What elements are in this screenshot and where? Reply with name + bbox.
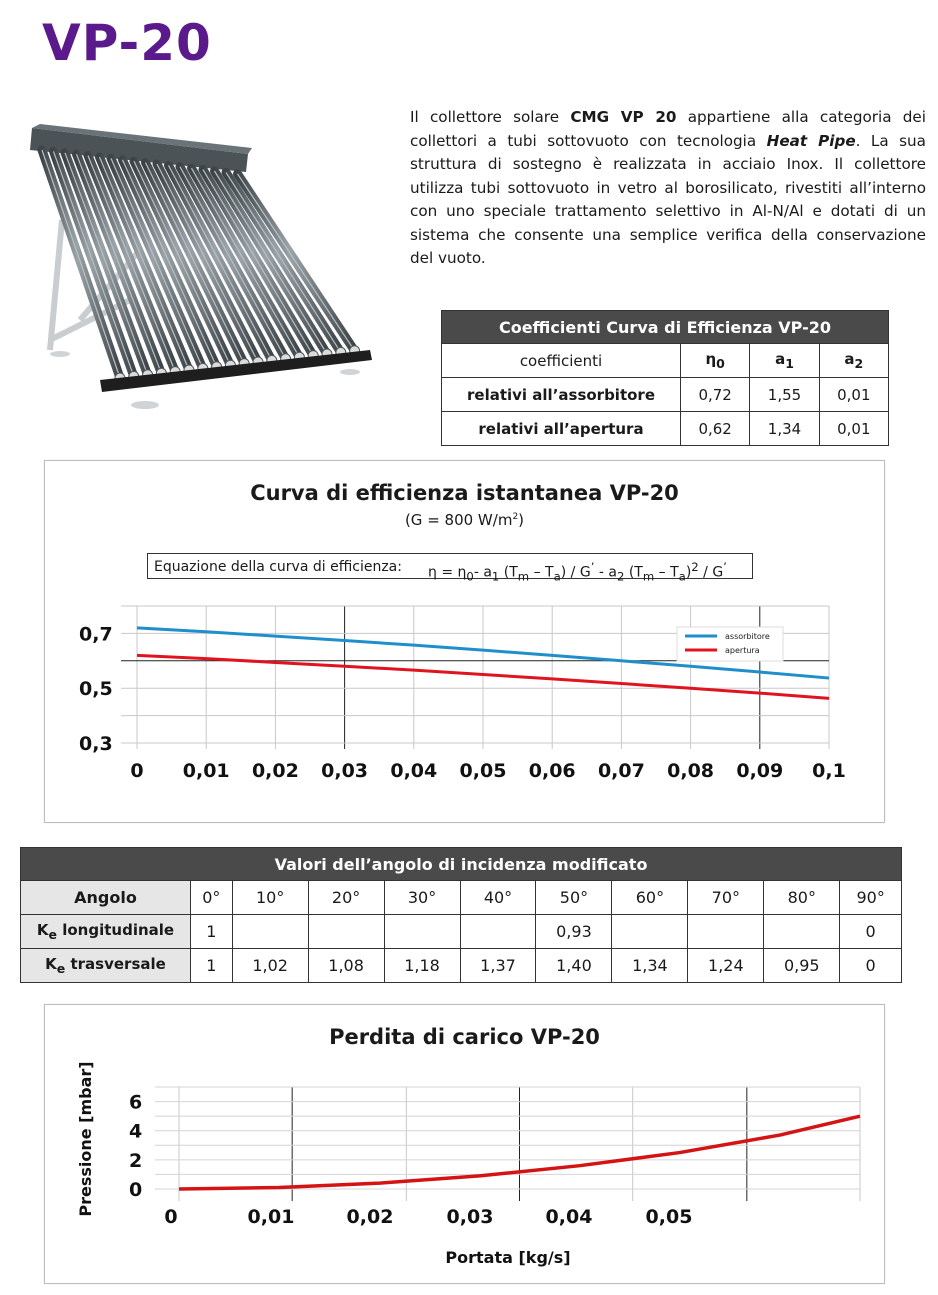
longitudinal-cell bbox=[612, 915, 688, 949]
longitudinal-cell bbox=[384, 915, 460, 949]
table-row bbox=[21, 949, 902, 983]
pressure-chart-panel bbox=[44, 1004, 885, 1284]
y-tick-label: 0,5 bbox=[79, 678, 113, 701]
x-tick-label: 0 bbox=[164, 1206, 178, 1228]
transversal-cell: 0,95 bbox=[764, 949, 840, 983]
angles-cell: 0° bbox=[191, 881, 233, 915]
pressure-chart bbox=[45, 1005, 884, 1283]
angles-cell: 80° bbox=[764, 881, 840, 915]
efficiency-chart-title: Curva di efficienza istantanea VP-20 bbox=[250, 481, 679, 505]
y-tick-label: 6 bbox=[129, 1091, 143, 1114]
angles-cell: 20° bbox=[308, 881, 384, 915]
efficiency-chart-subtitle: (G = 800 $W/m^2$) bbox=[404, 511, 525, 529]
chart-legend bbox=[677, 627, 783, 661]
angle-table-title: Valori dell’angolo di incidenza modificato bbox=[21, 848, 902, 881]
x-tick-label: 0,02 bbox=[251, 760, 299, 782]
coefficients-table-title: Coefficienti Curva di Efficienza VP-20 bbox=[442, 311, 889, 344]
x-tick-label: 0,03 bbox=[321, 760, 369, 782]
table-row bbox=[21, 915, 902, 949]
longitudinal-cell: 1 bbox=[191, 915, 233, 949]
transversal-cell: 1,08 bbox=[308, 949, 384, 983]
x-tick-label: 0,02 bbox=[346, 1206, 394, 1228]
cell-a2: 0,01 bbox=[819, 412, 888, 446]
angle-header-label: Angolo bbox=[21, 881, 191, 915]
equation-label: Equazione della curva di efficienza: bbox=[154, 559, 402, 575]
y-tick-label: 0 bbox=[129, 1179, 143, 1201]
pressure-chart-title: Perdita di carico VP-20 bbox=[329, 1025, 600, 1049]
transversal-cell: 1,40 bbox=[536, 949, 612, 983]
x-tick-label: 0,04 bbox=[390, 760, 438, 782]
x-tick-label: 0,1 bbox=[812, 760, 846, 782]
x-tick-label: 0,08 bbox=[667, 760, 715, 782]
table-row bbox=[442, 378, 889, 412]
x-tick-label: 0,05 bbox=[645, 1206, 693, 1228]
x-tick-label: 0,03 bbox=[446, 1206, 494, 1228]
angles-cell: 50° bbox=[536, 881, 612, 915]
legend-label: apertura bbox=[725, 646, 760, 655]
transversal-cell: 1 bbox=[191, 949, 233, 983]
x-tick-label: 0,05 bbox=[459, 760, 507, 782]
transversal-cell: 1,24 bbox=[688, 949, 764, 983]
longitudinal-cell: 0,93 bbox=[536, 915, 612, 949]
efficiency-chart-panel bbox=[44, 460, 885, 823]
x-tick-label: 0,06 bbox=[528, 760, 576, 782]
efficiency-chart bbox=[45, 461, 884, 822]
transversal-cell: 1,02 bbox=[232, 949, 308, 983]
y-axis-label: Pressione [mbar] bbox=[76, 1061, 95, 1217]
table-row bbox=[442, 412, 889, 446]
angles-cell: 40° bbox=[460, 881, 536, 915]
longitudinal-cell bbox=[232, 915, 308, 949]
cell-a1: 1,55 bbox=[750, 378, 819, 412]
k-transversal-label: $K_e$ trasversale bbox=[21, 949, 191, 983]
transversal-cell: 1,18 bbox=[384, 949, 460, 983]
a2-header: $a_2$ bbox=[819, 344, 888, 378]
longitudinal-cell bbox=[688, 915, 764, 949]
angles-cell: 30° bbox=[384, 881, 460, 915]
x-axis-label: Portata [kg/s] bbox=[445, 1248, 571, 1267]
y-tick-label: 2 bbox=[129, 1149, 143, 1172]
y-tick-label: 4 bbox=[129, 1120, 143, 1143]
cell-a1: 1,34 bbox=[750, 412, 819, 446]
eta0-header: $\eta_0$ bbox=[681, 344, 750, 378]
cell-a2: 0,01 bbox=[819, 378, 888, 412]
angles-cell: 60° bbox=[612, 881, 688, 915]
transversal-cell: 1,34 bbox=[612, 949, 688, 983]
y-tick-label: 0,7 bbox=[79, 623, 113, 646]
x-tick-label: 0,04 bbox=[545, 1206, 593, 1228]
x-tick-label: 0,07 bbox=[597, 760, 645, 782]
vacuum-tubes bbox=[42, 150, 360, 383]
coef-col-label: coefficienti bbox=[442, 344, 681, 378]
cell-eta0: 0,62 bbox=[681, 412, 750, 446]
coefficients-table bbox=[441, 310, 889, 446]
k-longitudinal-label: $K_e$ longitudinale bbox=[21, 915, 191, 949]
y-tick-label: 0,3 bbox=[79, 733, 113, 755]
x-tick-label: 0,09 bbox=[736, 760, 784, 782]
x-tick-label: 0,01 bbox=[182, 760, 230, 782]
cell-eta0: 0,72 bbox=[681, 378, 750, 412]
row-label: relativi all’assorbitore bbox=[442, 378, 681, 412]
table-row bbox=[21, 881, 902, 915]
angles-cell: 10° bbox=[232, 881, 308, 915]
row-label: relativi all’apertura bbox=[442, 412, 681, 446]
transversal-cell: 0 bbox=[840, 949, 902, 983]
angles-cell: 90° bbox=[840, 881, 902, 915]
a1-header: $a_1$ bbox=[750, 344, 819, 378]
transversal-cell: 1,37 bbox=[460, 949, 536, 983]
legend-label: assorbitore bbox=[725, 632, 770, 641]
longitudinal-cell bbox=[308, 915, 384, 949]
incidence-angle-table bbox=[20, 847, 902, 983]
page-title: VP-20 bbox=[42, 14, 212, 72]
longitudinal-cell bbox=[460, 915, 536, 949]
x-tick-label: 0 bbox=[130, 760, 144, 782]
solar-collector-image bbox=[20, 110, 380, 420]
longitudinal-cell: 0 bbox=[840, 915, 902, 949]
angles-cell: 70° bbox=[688, 881, 764, 915]
longitudinal-cell bbox=[764, 915, 840, 949]
equation-formula: $\eta = \eta_0-$ $a_1$ $(T_m - T_a) / G^’ - a_2$ $(T_m - T_a)^2 / G^’$ bbox=[428, 560, 727, 584]
intro-paragraph: Il collettore solare CMG VP 20 appartiene alla categoria dei collettori a tubi sottovuoto con tecnologia Heat Pipe. La sua struttura di sostegno è realizzata in acciaio Inox. Il collettore utilizza tubi sottovuoto in vetro al borosilicato, rivestiti all’interno con uno speciale trattamento selettivo in Al-N/Al e dotati di un sistema che consente una semplice verifica della conservazione del vuoto. bbox=[410, 108, 926, 267]
x-tick-label: 0,01 bbox=[247, 1206, 295, 1228]
